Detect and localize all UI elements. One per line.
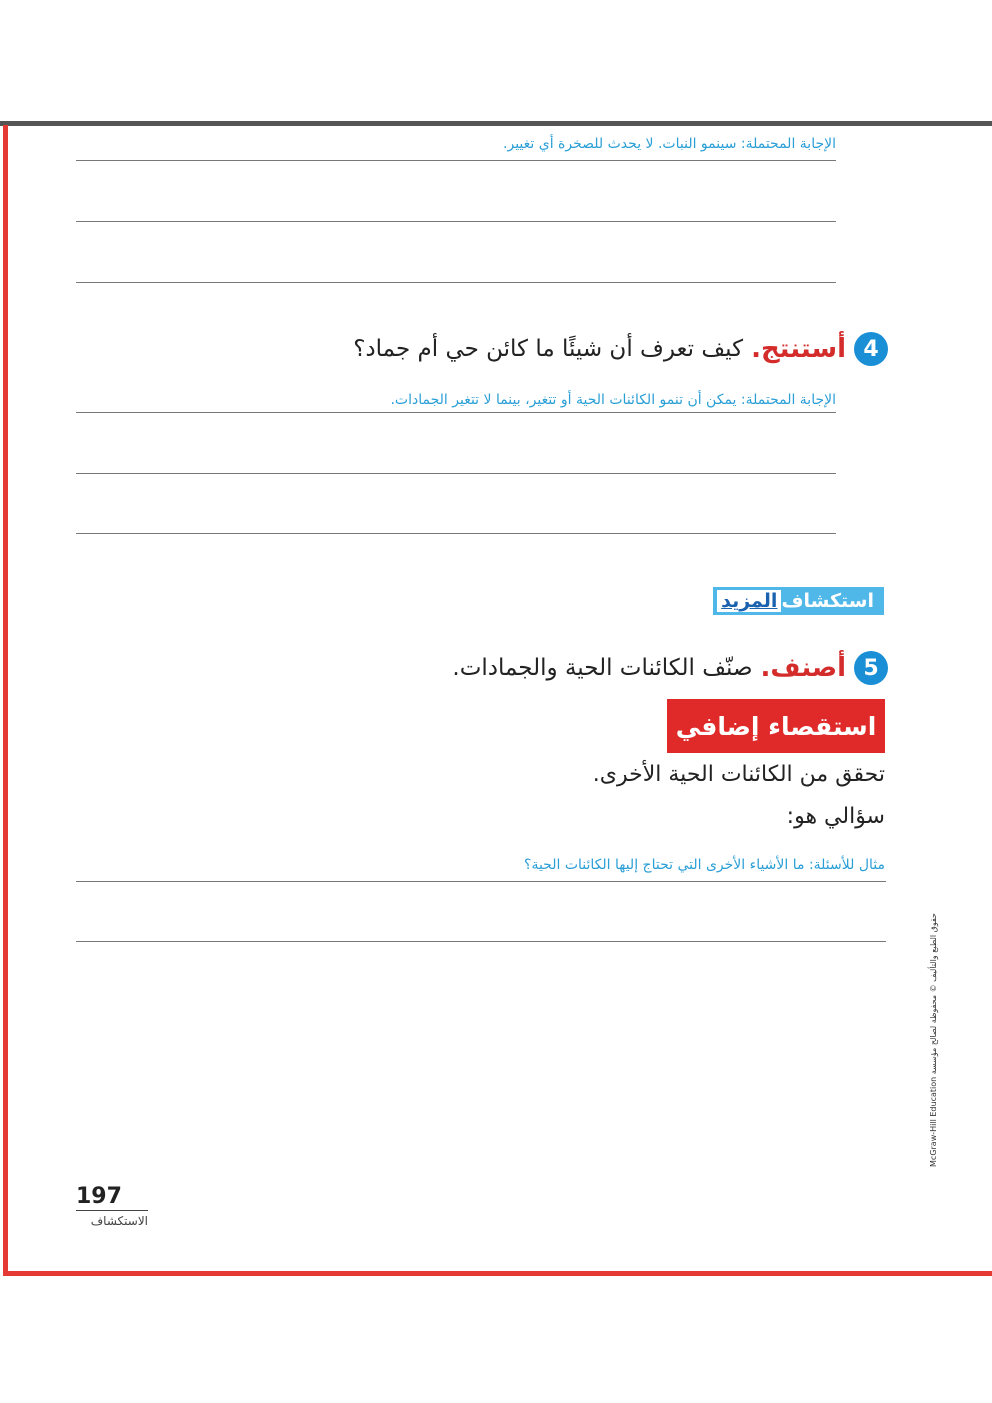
top-border: [0, 121, 992, 126]
q3-answer: الإجابة المحتملة: سينمو النبات. لا يحدث للصخرة أي تغيير.: [503, 136, 836, 152]
page-number: 197: [76, 1184, 122, 1209]
extra-answer: مثال للأسئلة: ما الأشياء الأخرى التي تحتاج إليها الكائنات الحية؟: [524, 857, 885, 873]
q5-text: صنّف الكائنات الحية والجمادات.: [452, 655, 753, 681]
answer-line[interactable]: [76, 533, 836, 534]
extra-inquiry-line1: تحقق من الكائنات الحية الأخرى.: [592, 762, 885, 787]
q4-number-badge: 4: [854, 332, 888, 366]
left-red-border: [3, 125, 8, 1276]
page-number-rule: [76, 1210, 148, 1211]
q4-text: كيف تعرف أن شيئًا ما كائن حي أم جماد؟: [353, 336, 744, 362]
answer-line[interactable]: [76, 881, 886, 882]
answer-line[interactable]: [76, 941, 886, 942]
q4-answer: الإجابة المحتملة: يمكن أن تنمو الكائنات الحية أو تتغير، بينما لا تتغير الجمادات.: [390, 392, 836, 408]
explore-more-banner: [713, 587, 884, 615]
more-word: المزيد: [717, 590, 781, 612]
extra-inquiry-line2: سؤالي هو:: [786, 804, 885, 829]
answer-line[interactable]: [76, 221, 836, 222]
q4-keyword: أستنتج.: [751, 334, 846, 364]
answer-line[interactable]: [76, 160, 836, 161]
answer-line[interactable]: [76, 282, 836, 283]
extra-inquiry-title: استقصاء إضافي: [667, 699, 885, 753]
q5-number-badge: 5: [854, 651, 888, 685]
section-label: الاستكشاف: [90, 1214, 148, 1228]
q4-question: [353, 332, 888, 366]
answer-line[interactable]: [76, 412, 836, 413]
q5-question: [452, 651, 888, 685]
copyright-text: حقوق الطبع والتأليف © محفوظة لصالح مؤسسة McGraw-Hill Education: [929, 913, 938, 1167]
answer-line[interactable]: [76, 473, 836, 474]
q5-keyword: أصنف.: [760, 653, 846, 683]
explore-word: استكشاف: [781, 590, 874, 612]
bottom-red-border: [3, 1271, 992, 1276]
